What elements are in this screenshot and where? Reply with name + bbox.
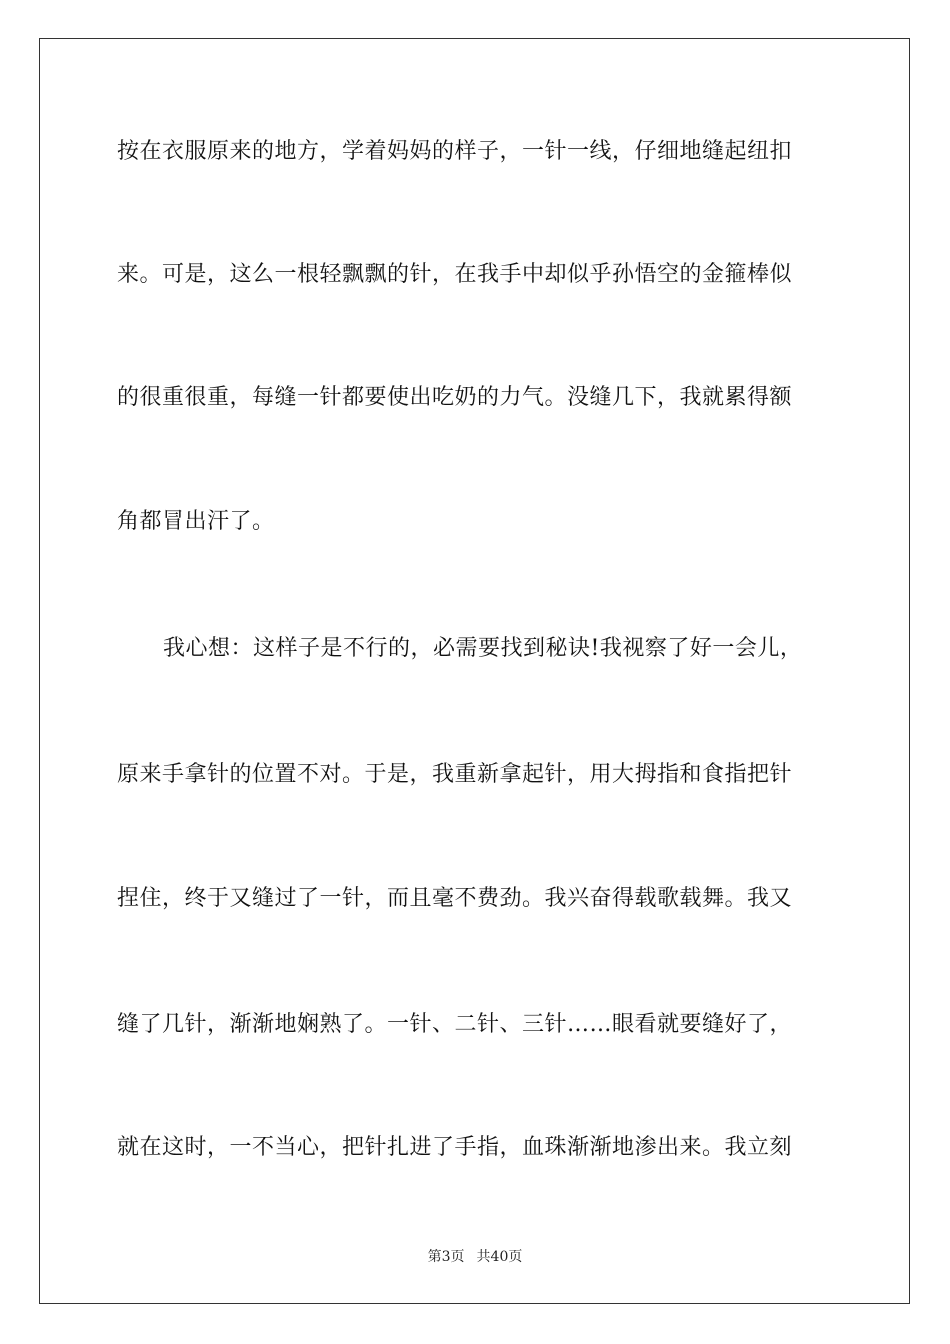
text-line-9: 就在这时，一不当心，把针扎进了手指，血珠渐渐地渗出来。我立刻: [117, 1135, 793, 1160]
text-line-7: 捏住，终于又缝过了一针，而且毫不费劲。我兴奋得载歌载舞。我又: [117, 886, 793, 911]
text-line-1: 按在衣服原来的地方，学着妈妈的样子，一针一线，仔细地缝起纽扣: [117, 139, 793, 164]
text-line-6: 原来手拿针的位置不对。于是，我重新拿起针，用大拇指和食指把针: [117, 762, 793, 787]
text-line-2: 来。可是，这么一根轻飘飘的针，在我手中却似乎孙悟空的金箍棒似: [117, 262, 793, 287]
page-footer: [0, 1247, 950, 1267]
text-line-4: 角都冒出汗了。: [117, 509, 275, 534]
text-line-3: 的很重很重，每缝一针都要使出吃奶的力气。没缝几下，我就累得额: [117, 385, 793, 410]
total-pages: 共40页: [476, 1249, 523, 1265]
text-line-8: 缝了几针，渐渐地娴熟了。一针、二针、三针……眼看就要缝好了，: [117, 1012, 793, 1037]
paragraph-start-line: 我心想：这样子是不行的，必需要找到秘诀!我视察了好一会儿，: [163, 636, 803, 661]
page-number: 第3页: [427, 1249, 465, 1265]
page-frame: [39, 38, 910, 1304]
